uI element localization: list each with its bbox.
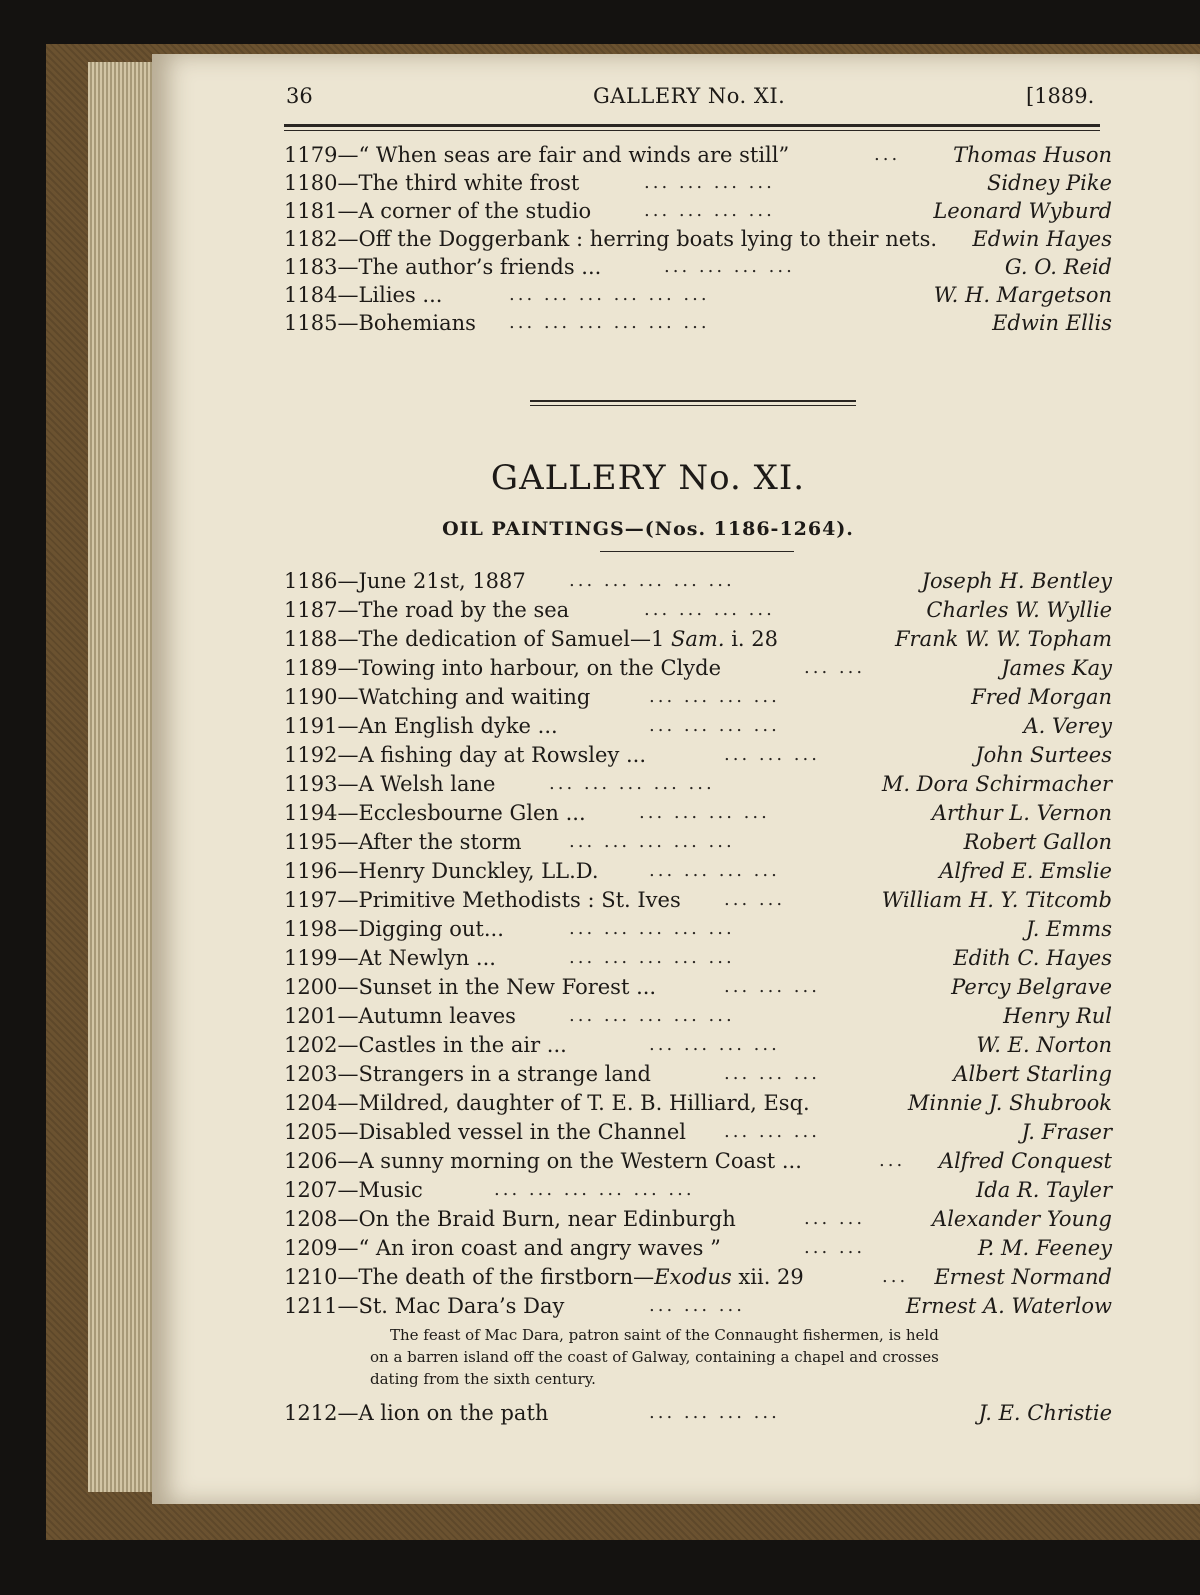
entry-number: 1209: [284, 1236, 338, 1260]
entry-1183: [284, 252, 1116, 282]
entry-title: —A lion on the path: [337, 1401, 549, 1425]
entry-number: 1194: [284, 801, 338, 825]
entry-artist: Percy Belgrave: [951, 975, 1112, 999]
entry-1201: [284, 1001, 1116, 1031]
entry-leader: ...: [882, 1266, 909, 1287]
entry-artist: Alfred E. Emslie: [939, 859, 1112, 883]
entry-artist: Robert Gallon: [963, 830, 1112, 854]
entry-artist: Charles W. Wyllie: [926, 598, 1112, 622]
entry-title: —Disabled vessel in the Channel: [337, 1120, 686, 1144]
entry-leader: ... ... ... ... ...: [569, 947, 735, 968]
entry-artist: Minnie J. Shubrook: [907, 1091, 1112, 1115]
entry-title: —The death of the firstborn—Exodus xii. 29: [337, 1265, 804, 1289]
entry-title: —Digging out...: [337, 917, 504, 941]
entry-title: —A fishing day at Rowsley ...: [337, 743, 647, 767]
entry-title: —Sunset in the New Forest ...: [337, 975, 657, 999]
entry-number: 1187: [284, 598, 338, 622]
entry-1185: [284, 308, 1116, 338]
entry-leader: ... ... ... ... ...: [569, 570, 735, 591]
entry-artist: Frank W. W. Topham: [894, 627, 1112, 651]
entry-number: 1210: [284, 1265, 338, 1289]
entry-artist: Arthur L. Vernon: [931, 801, 1112, 825]
entry-1184: [284, 280, 1116, 310]
entry-1211: [284, 1291, 1116, 1321]
entry-leader: ...: [874, 144, 901, 165]
entry-title: —Primitive Methodists : St. Ives: [337, 888, 681, 912]
entry-1191: [284, 711, 1116, 741]
entry-artist: Ida R. Tayler: [975, 1178, 1112, 1202]
subtitle-rule: [600, 551, 794, 552]
entry-artist: Thomas Huson: [953, 143, 1112, 167]
entry-title: —“ When seas are fair and winds are still”: [337, 143, 790, 167]
running-title: GALLERY No. XI.: [593, 84, 786, 108]
header-rule-thin: [284, 130, 1100, 131]
entry-leader: ... ... ... ...: [649, 686, 780, 707]
entry-artist: W. E. Norton: [976, 1033, 1112, 1057]
entry-leader: ... ... ...: [724, 744, 820, 765]
entry-leader: ... ... ... ...: [649, 715, 780, 736]
entry-number: 1197: [284, 888, 338, 912]
section-subtitle: OIL PAINTINGS—(Nos. 1186-1264).: [442, 518, 854, 540]
entry-artist: James Kay: [1001, 656, 1112, 680]
page-number: 36: [286, 84, 313, 108]
entry-1190: [284, 682, 1116, 712]
entry-title: —A sunny morning on the Western Coast ...: [337, 1149, 802, 1173]
entry-title: —The dedication of Samuel—1 Sam. i. 28: [337, 627, 778, 651]
entry-1200: [284, 972, 1116, 1002]
entry-leader: ... ... ... ...: [644, 200, 775, 221]
entry-leader: ... ... ... ... ...: [549, 773, 715, 794]
entry-1194: [284, 798, 1116, 828]
entry-leader: ... ... ...: [724, 1063, 820, 1084]
entry-number: 1186: [284, 569, 338, 593]
entry-artist: P. M. Feeney: [977, 1236, 1112, 1260]
entry-title: —A corner of the studio: [337, 199, 592, 223]
entry-artist: Ernest Normand: [934, 1265, 1112, 1289]
entry-leader: ... ... ...: [724, 976, 820, 997]
entry-leader: ... ...: [804, 1208, 866, 1229]
entry-title: —Ecclesbourne Glen ...: [337, 801, 586, 825]
header-rule: [284, 124, 1100, 127]
entry-1198: [284, 914, 1116, 944]
entry-number: 1182: [284, 227, 338, 251]
note-line: on a barren island off the coast of Galway, containing a chapel and crosses: [370, 1348, 939, 1366]
entry-artist: J. Emms: [1025, 917, 1112, 941]
entry-1188: [284, 624, 1116, 654]
entry-title: —Autumn leaves: [337, 1004, 516, 1028]
entry-artist: J. E. Christie: [978, 1401, 1112, 1425]
entry-leader: ... ... ... ... ...: [569, 918, 735, 939]
entry-number: 1199: [284, 946, 338, 970]
entry-artist: Fred Morgan: [971, 685, 1112, 709]
note-line: dating from the sixth century.: [370, 1370, 596, 1388]
entry-leader: ... ... ... ... ...: [569, 831, 735, 852]
entry-title: —A Welsh lane: [337, 772, 496, 796]
section-title: GALLERY No. XI.: [490, 458, 806, 498]
entry-number: 1185: [284, 311, 338, 335]
entry-number: 1208: [284, 1207, 338, 1231]
entry-title: —Watching and waiting: [337, 685, 591, 709]
entry-number: 1181: [284, 199, 338, 223]
entry-title: —Henry Dunckley, LL.D.: [337, 859, 599, 883]
entry-artist: John Surtees: [975, 743, 1112, 767]
entry-artist: G. O. Reid: [1004, 255, 1112, 279]
entry-number: 1206: [284, 1149, 338, 1173]
entry-artist: Alexander Young: [932, 1207, 1112, 1231]
entry-leader: ... ... ... ...: [649, 1034, 780, 1055]
entry-leader: ... ... ... ...: [644, 172, 775, 193]
entry-1205: [284, 1117, 1116, 1147]
entry-title: —On the Braid Burn, near Edinburgh: [337, 1207, 736, 1231]
entry-leader: ... ...: [724, 889, 786, 910]
entry-artist: Joseph H. Bentley: [921, 569, 1112, 593]
entry-1186: [284, 566, 1116, 596]
entry-1195: [284, 827, 1116, 857]
entry-1199: [284, 943, 1116, 973]
entry-number: 1205: [284, 1120, 338, 1144]
entry-number: 1212: [284, 1401, 338, 1425]
entry-number: 1207: [284, 1178, 338, 1202]
entry-1179: [284, 140, 1116, 170]
note-line: The feast of Mac Dara, patron saint of the Connaught fishermen, is held: [390, 1326, 939, 1344]
entry-artist: Ernest A. Waterlow: [905, 1294, 1112, 1318]
entry-artist: William H. Y. Titcomb: [881, 888, 1112, 912]
entry-1208: [284, 1204, 1116, 1234]
entry-leader: ... ... ... ... ... ...: [509, 284, 710, 305]
entry-artist: M. Dora Schirmacher: [881, 772, 1112, 796]
entry-title: —St. Mac Dara’s Day: [337, 1294, 565, 1318]
entry-1197: [284, 885, 1116, 915]
entry-title: —An English dyke ...: [337, 714, 558, 738]
entry-1203: [284, 1059, 1116, 1089]
entry-number: 1201: [284, 1004, 338, 1028]
entry-number: 1179: [284, 143, 338, 167]
entry-title: —Castles in the air ...: [337, 1033, 567, 1057]
entry-leader: ...: [879, 1150, 906, 1171]
entry-leader: ... ... ... ...: [649, 1402, 780, 1423]
entry-leader: ... ... ... ...: [664, 256, 795, 277]
footnote-1211: [370, 1324, 1070, 1390]
entry-title: —Lilies ...: [337, 283, 443, 307]
entry-1204: [284, 1088, 1116, 1118]
entry-title: —Mildred, daughter of T. E. B. Hilliard, Esq.: [337, 1091, 810, 1115]
entry-number: 1191: [284, 714, 338, 738]
entry-title: —Strangers in a strange land: [337, 1062, 651, 1086]
entry-1206: [284, 1146, 1116, 1176]
entry-title: —The road by the sea: [337, 598, 570, 622]
entry-leader: ... ... ... ...: [639, 802, 770, 823]
entry-number: 1192: [284, 743, 338, 767]
entry-leader: ... ... ... ... ... ...: [494, 1179, 695, 1200]
entry-number: 1204: [284, 1091, 338, 1115]
entry-artist: Edwin Hayes: [972, 227, 1112, 251]
running-year: [1889.: [1026, 84, 1095, 108]
entry-1187: [284, 595, 1116, 625]
entry-artist: Alfred Conquest: [938, 1149, 1112, 1173]
entry-title: —Bohemians: [337, 311, 476, 335]
entry-leader: ... ... ... ...: [649, 860, 780, 881]
entry-artist: Sidney Pike: [986, 171, 1112, 195]
entry-title: —Towing into harbour, on the Clyde: [337, 656, 722, 680]
entry-1189: [284, 653, 1116, 683]
entry-1209: [284, 1233, 1116, 1263]
entry-title: —“ An iron coast and angry waves ”: [337, 1236, 721, 1260]
entry-artist: W. H. Margetson: [933, 283, 1112, 307]
entry-leader: ... ... ... ... ... ...: [509, 312, 710, 333]
entry-1182: [284, 224, 1116, 254]
entry-number: 1193: [284, 772, 338, 796]
entry-artist: Henry Rul: [1003, 1004, 1112, 1028]
entry-leader: ... ...: [804, 1237, 866, 1258]
entry-1192: [284, 740, 1116, 770]
entry-title: —The third white frost: [337, 171, 580, 195]
entry-1202: [284, 1030, 1116, 1060]
entry-number: 1195: [284, 830, 338, 854]
entry-number: 1183: [284, 255, 338, 279]
entry-number: 1202: [284, 1033, 338, 1057]
entry-artist: A. Verey: [1023, 714, 1112, 738]
section-divider-thin: [530, 405, 856, 406]
entry-artist: J. Fraser: [1021, 1120, 1112, 1144]
entry-1207: [284, 1175, 1116, 1205]
entry-1180: [284, 168, 1116, 198]
entry-leader: ... ... ... ...: [644, 599, 775, 620]
entry-1193: [284, 769, 1116, 799]
entry-title: —The author’s friends ...: [337, 255, 602, 279]
entry-1210: [284, 1262, 1116, 1292]
entry-number: 1188: [284, 627, 338, 651]
entry-title: —Off the Doggerbank : herring boats lying to their nets.: [337, 227, 938, 251]
entry-artist: Leonard Wyburd: [933, 199, 1112, 223]
entry-1181: [284, 196, 1116, 226]
entry-title: —After the storm: [337, 830, 522, 854]
section-divider: [530, 400, 856, 402]
entry-1212: [284, 1398, 1116, 1428]
entry-leader: ... ... ... ... ...: [569, 1005, 735, 1026]
entry-number: 1180: [284, 171, 338, 195]
entry-title: —At Newlyn ...: [337, 946, 496, 970]
entry-number: 1203: [284, 1062, 338, 1086]
entry-number: 1184: [284, 283, 338, 307]
entry-number: 1189: [284, 656, 338, 680]
entry-number: 1196: [284, 859, 338, 883]
entry-leader: ... ... ...: [649, 1295, 745, 1316]
entry-number: 1200: [284, 975, 338, 999]
entry-leader: ... ...: [804, 657, 866, 678]
entry-number: 1211: [284, 1294, 338, 1318]
entry-artist: Edith C. Hayes: [953, 946, 1112, 970]
entry-leader: ... ... ...: [724, 1121, 820, 1142]
entry-1196: [284, 856, 1116, 886]
entry-artist: Edwin Ellis: [992, 311, 1112, 335]
entry-number: 1190: [284, 685, 338, 709]
entry-number: 1198: [284, 917, 338, 941]
entry-artist: Albert Starling: [953, 1062, 1112, 1086]
entry-title: —Music: [337, 1178, 423, 1202]
entry-title: —June 21st, 1887: [337, 569, 526, 593]
